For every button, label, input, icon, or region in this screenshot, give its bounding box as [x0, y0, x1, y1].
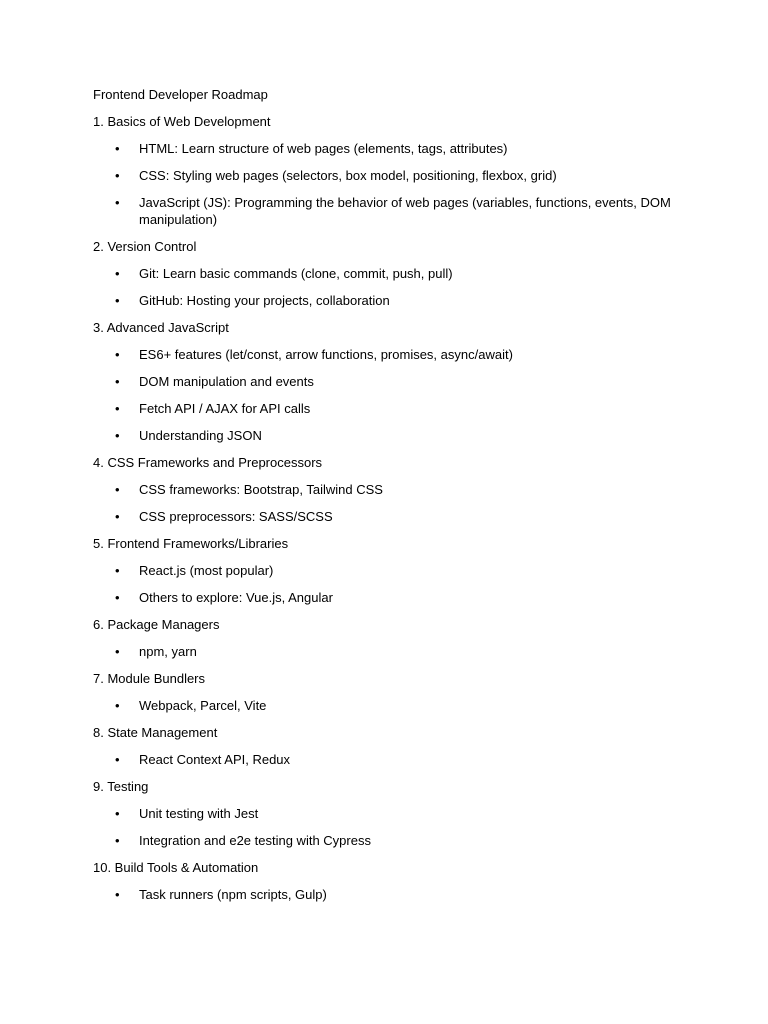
section: [93, 778, 693, 849]
list-item: [93, 292, 693, 309]
list-item: [93, 427, 693, 444]
section-heading: 7. Module Bundlers: [93, 671, 206, 686]
section: [93, 859, 693, 903]
bullet-list: [93, 643, 693, 660]
bullet-icon: •: [115, 168, 120, 183]
list-item-text: Git: Learn basic commands (clone, commit, push, pull): [139, 266, 453, 281]
bullet-list: [93, 886, 693, 903]
list-item: [93, 140, 693, 157]
list-item-text: Integration and e2e testing with Cypress: [139, 833, 371, 848]
section: [93, 238, 693, 309]
list-item: [93, 508, 693, 525]
section: [93, 319, 693, 444]
list-item-text: DOM manipulation and events: [139, 374, 314, 389]
list-item: [93, 589, 693, 606]
bullet-icon: •: [115, 195, 120, 210]
section: [93, 670, 693, 714]
bullet-icon: •: [115, 401, 120, 416]
bullet-icon: •: [115, 752, 120, 767]
bullet-list: [93, 265, 693, 309]
list-item-text: Others to explore: Vue.js, Angular: [139, 590, 333, 605]
section-heading: 8. State Management: [93, 725, 218, 740]
list-item-text: React.js (most popular): [139, 563, 274, 578]
list-item-text: Unit testing with Jest: [139, 806, 259, 821]
section: [93, 454, 693, 525]
bullet-icon: •: [115, 590, 120, 605]
list-item-text: CSS: Styling web pages (selectors, box model, positioning, flexbox, grid): [139, 168, 557, 183]
list-item: [93, 400, 693, 417]
list-item-text: React Context API, Redux: [139, 752, 291, 767]
section: [93, 616, 693, 660]
list-item: [93, 373, 693, 390]
list-item: [93, 167, 693, 184]
list-item: [93, 346, 693, 363]
list-item-text: JavaScript (JS): Programming the behavior of web pages (variables, functions, events, DOM manipulation): [139, 195, 671, 227]
list-item-text: GitHub: Hosting your projects, collaboration: [139, 293, 390, 308]
bullet-icon: •: [115, 887, 120, 902]
section-heading: 10. Build Tools & Automation: [93, 860, 259, 875]
list-item-text: npm, yarn: [139, 644, 197, 659]
bullet-list: [93, 805, 693, 849]
section-heading: 3. Advanced JavaScript: [93, 320, 229, 335]
bullet-icon: •: [115, 563, 120, 578]
bullet-icon: •: [115, 374, 120, 389]
bullet-list: [93, 346, 693, 444]
bullet-icon: •: [115, 347, 120, 362]
bullet-list: [93, 562, 693, 606]
list-item-text: Webpack, Parcel, Vite: [139, 698, 267, 713]
list-item-text: HTML: Learn structure of web pages (elements, tags, attributes): [139, 141, 508, 156]
bullet-list: [93, 140, 693, 228]
list-item: [93, 751, 693, 768]
list-item-text: Task runners (npm scripts, Gulp): [139, 887, 327, 902]
section: [93, 535, 693, 606]
list-item: [93, 194, 693, 228]
list-item: [93, 832, 693, 849]
list-item-text: CSS frameworks: Bootstrap, Tailwind CSS: [139, 482, 383, 497]
bullet-icon: •: [115, 644, 120, 659]
list-item-text: ES6+ features (let/const, arrow functions, promises, async/await): [139, 347, 513, 362]
bullet-icon: •: [115, 698, 120, 713]
section-heading: 1. Basics of Web Development: [93, 114, 271, 129]
list-item: [93, 805, 693, 822]
bullet-icon: •: [115, 509, 120, 524]
list-item: [93, 643, 693, 660]
bullet-icon: •: [115, 266, 120, 281]
section-heading: 9. Testing: [93, 779, 149, 794]
section-heading: 5. Frontend Frameworks/Libraries: [93, 536, 289, 551]
list-item-text: CSS preprocessors: SASS/SCSS: [139, 509, 333, 524]
document-page: [93, 86, 693, 913]
list-item-text: Understanding JSON: [139, 428, 262, 443]
section: [93, 113, 693, 228]
bullet-list: [93, 481, 693, 525]
bullet-icon: •: [115, 482, 120, 497]
list-item: [93, 886, 693, 903]
bullet-icon: •: [115, 806, 120, 821]
section-heading: 4. CSS Frameworks and Preprocessors: [93, 455, 323, 470]
list-item: [93, 265, 693, 282]
list-item: [93, 562, 693, 579]
bullet-list: [93, 697, 693, 714]
list-item: [93, 481, 693, 498]
list-item: [93, 697, 693, 714]
section-heading: 6. Package Managers: [93, 617, 220, 632]
bullet-icon: •: [115, 293, 120, 308]
list-item-text: Fetch API / AJAX for API calls: [139, 401, 311, 416]
section-heading: 2. Version Control: [93, 239, 197, 254]
section: [93, 724, 693, 768]
bullet-icon: •: [115, 833, 120, 848]
bullet-icon: •: [115, 428, 120, 443]
document-title: Frontend Developer Roadmap: [93, 87, 268, 102]
bullet-icon: •: [115, 141, 120, 156]
bullet-list: [93, 751, 693, 768]
